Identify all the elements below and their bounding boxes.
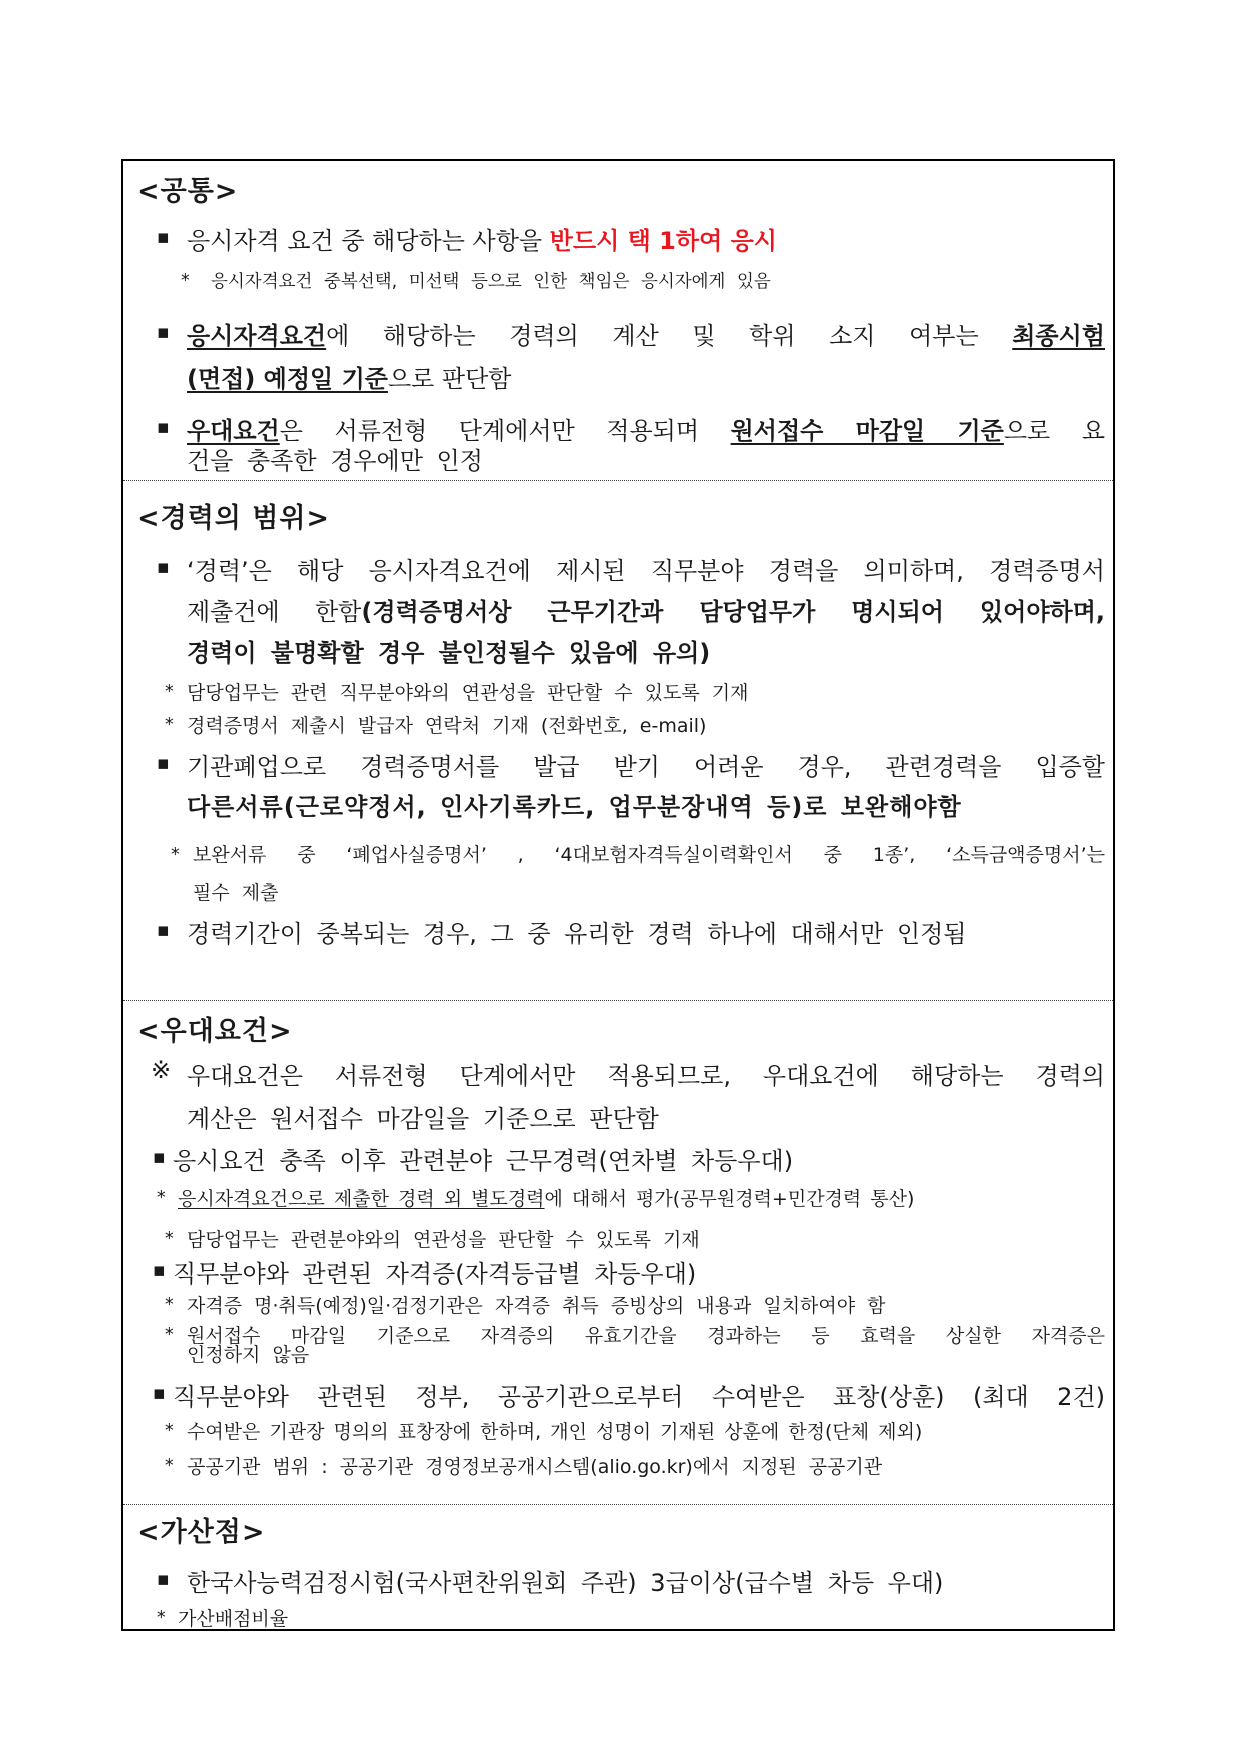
bullet-text-cont: (면접) 예정일 기준으로 판단함 bbox=[187, 365, 512, 393]
note-text: 공공기관 범위 : 공공기관 경영정보공개시스템(alio.go.kr)에서 지정된 공공기관 bbox=[187, 1456, 883, 1478]
requirements-table bbox=[121, 159, 1115, 1631]
bullet-icon: ▪ bbox=[157, 752, 170, 774]
note-icon: * bbox=[165, 1229, 174, 1249]
notice-text-cont: 계산은 원서접수 마감일을 기준으로 판단함 bbox=[187, 1105, 659, 1133]
bullet-text: 경력기간이 중복되는 경우, 그 중 유리한 경력 하나에 대해서만 인정됨 bbox=[187, 920, 967, 948]
section-preference bbox=[123, 1001, 1113, 1505]
section-heading: <우대요건> bbox=[137, 1016, 293, 1047]
note-icon: * bbox=[165, 1456, 174, 1476]
bullet-icon: ▪ bbox=[153, 1382, 166, 1404]
bullet-text: 한국사능력검정시험(국사편찬위원회 주관) 3급이상(급수별 차등 우대) bbox=[187, 1569, 944, 1597]
bullet-icon: ▪ bbox=[157, 1568, 170, 1590]
note-text: 경력증명서 제출시 발급자 연락처 기재 (전화번호, e-mail) bbox=[187, 715, 707, 737]
note-text-cont: 인정하지 않음 bbox=[187, 1344, 310, 1366]
note-text: 가산배점비율 bbox=[178, 1608, 289, 1630]
section-common bbox=[123, 161, 1113, 481]
bullet-icon: ▪ bbox=[157, 919, 170, 941]
note-icon: * bbox=[157, 1188, 166, 1208]
bullet-text: 우대요건은 서류전형 단계에서만 적용되며 원서접수 마감일 기준으로 요 bbox=[187, 417, 1105, 445]
bullet-text: 응시요건 충족 이후 관련분야 근무경력(연차별 차등우대) bbox=[173, 1147, 794, 1175]
note-icon: * bbox=[165, 1325, 174, 1345]
bullet-text-cont: 다른서류(근로약정서, 인사기록카드, 업무분장내역 등)로 보완해야함 bbox=[187, 793, 962, 821]
note-text: 보완서류 중 ‘폐업사실증명서’ , ‘4대보험자격득실이력확인서 중 1종’, ‘소득금액증명서’는 bbox=[193, 844, 1105, 866]
note-text-cont: 필수 제출 bbox=[193, 882, 279, 904]
note-text: 담당업무는 관련 직무분야와의 연관성을 판단할 수 있도록 기재 bbox=[187, 682, 749, 704]
bullet-icon: ▪ bbox=[153, 1259, 166, 1281]
section-heading: <공통> bbox=[137, 176, 239, 207]
bullet-text: 기관폐업으로 경력증명서를 발급 받기 어려운 경우, 관련경력을 입증할 bbox=[187, 753, 1105, 781]
note-text: 수여받은 기관장 명의의 표창장에 한하며, 개인 성명이 기재된 상훈에 한정(단체 제외) bbox=[187, 1421, 923, 1443]
note-text: 응시자격요건으로 제출한 경력 외 별도경력에 대해서 평가(공무원경력+민간경력 통산) bbox=[178, 1188, 915, 1210]
note-icon: * bbox=[165, 715, 174, 735]
note-text: 담당업무는 관련분야와의 연관성을 판단할 수 있도록 기재 bbox=[187, 1229, 700, 1251]
bullet-text: 응시자격요건에 해당하는 경력의 계산 및 학위 소지 여부는 최종시험 bbox=[187, 322, 1105, 350]
section-bonus bbox=[123, 1505, 1113, 1631]
note-icon: * bbox=[181, 271, 190, 291]
section-career bbox=[123, 481, 1113, 1001]
bullet-icon: ▪ bbox=[157, 416, 170, 438]
bullet-text-cont: 제출건에 한함(경력증명서상 근무기간과 담당업무가 명시되어 있어야하며, bbox=[187, 598, 1106, 626]
bullet-text: 직무분야와 관련된 자격증(자격등급별 차등우대) bbox=[173, 1260, 697, 1288]
emphasis-text: 반드시 택 1하여 응시 bbox=[549, 227, 777, 255]
bullet-text: 직무분야와 관련된 정부, 공공기관으로부터 수여받은 표창(상훈) (최대 2건) bbox=[173, 1383, 1105, 1411]
bullet-text-cont: 건을 충족한 경우에만 인정 bbox=[187, 447, 483, 475]
notice-text: 우대요건은 서류전형 단계에서만 적용되므로, 우대요건에 해당하는 경력의 bbox=[187, 1062, 1105, 1090]
note-text: 응시자격요건 중복선택, 미선택 등으로 인한 책임은 응시자에게 있음 bbox=[211, 272, 771, 292]
bullet-icon: ▪ bbox=[157, 321, 170, 343]
bullet-icon: ▪ bbox=[157, 226, 170, 248]
note-icon: * bbox=[157, 1608, 166, 1628]
bullet-icon: ▪ bbox=[157, 556, 170, 578]
bullet-icon: ▪ bbox=[153, 1146, 166, 1168]
note-icon: * bbox=[165, 1421, 174, 1441]
note-icon: * bbox=[165, 682, 174, 702]
note-text: 자격증 명·취득(예정)일·검정기관은 자격증 취득 증빙상의 내용과 일치하여야 함 bbox=[187, 1295, 886, 1317]
bullet-text-cont: 경력이 불명확할 경우 불인정될수 있음에 유의) bbox=[187, 639, 711, 667]
bullet-text: 응시자격 요건 중 해당하는 사항을 반드시 택 1하여 응시 bbox=[187, 227, 777, 255]
note-text: 원서접수 마감일 기준으로 자격증의 유효기간을 경과하는 등 효력을 상실한 자격증은 bbox=[187, 1325, 1105, 1347]
bullet-text: ‘경력’은 해당 응시자격요건에 제시된 직무분야 경력을 의미하며, 경력증명서 bbox=[187, 557, 1105, 585]
note-icon: * bbox=[165, 1295, 174, 1315]
note-icon: * bbox=[171, 845, 180, 865]
reference-mark-icon: ※ bbox=[151, 1056, 172, 1084]
section-heading: <경력의 범위> bbox=[137, 503, 331, 534]
section-heading: <가산점> bbox=[137, 1517, 266, 1548]
